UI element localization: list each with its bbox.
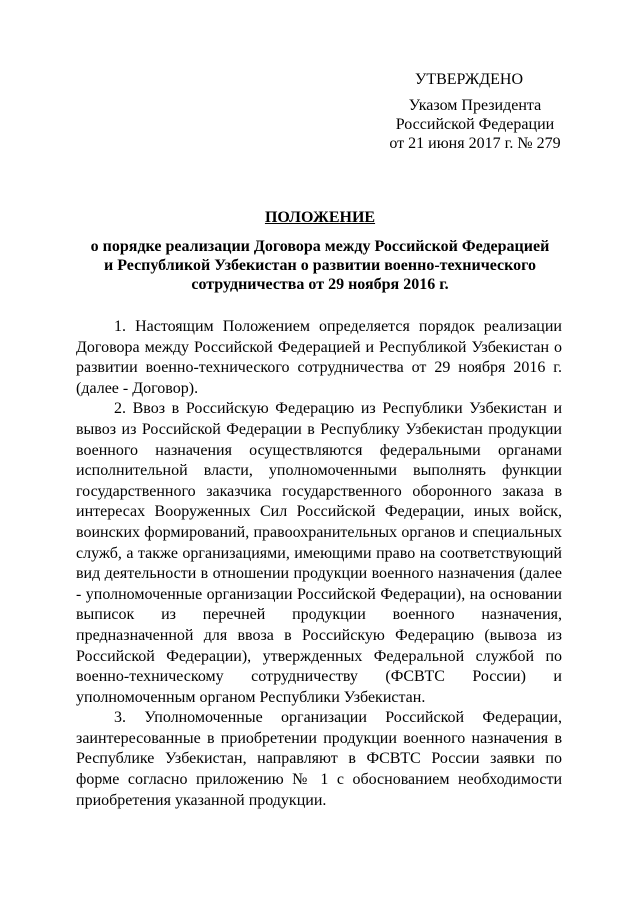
approval-country: Российской Федерации (395, 116, 555, 133)
approval-authority: Указом Президента (408, 97, 542, 114)
document-body (76, 317, 562, 811)
approval-stamp (370, 70, 580, 153)
document-subtitle-line: и Республикой Узбекистан о развитии военно-технического (103, 257, 537, 274)
paragraph-2: 2. Ввоз в Российскую Федерацию из Республики Узбекистан и вывоз из Российской Федерации в Республику Узбекистан продукции военного назначения осуществляются федеральными органами исполнительной власти, уполномоченными выполнять функции государственного заказчика государственного оборонного заказа в интересах Вооруженных Сил Российской Федерации, иных войск, воинских формирований, правоохранительных органов и специальных служб, а также организациями, имеющими право на соответствующий вид деятельности в отношении продукции военного назначения (далее - уполномоченные организации Российской Федерации), на основании выписок из перечней продукции военного назначения, предназначенной для ввоза в Российскую Федерацию (вывоза из Российской Федерации), утвержденных Федеральной службой по военно-техническому сотрудничеству (ФСВТС России) и уполномоченным органом Республики Узбекистан. (76, 400, 562, 706)
document-subtitle-line: о порядке реализации Договора между Российской Федерацией (90, 238, 550, 255)
document-title-block (40, 208, 600, 294)
approval-heading: УТВЕРЖДЕНО (414, 71, 523, 88)
paragraph-1: 1. Настоящим Положением определяется порядок реализации Договора между Российской Федерацией и Республикой Узбекистан о развитии военно-технического сотрудничества от 29 ноября 2016 г. (далее - Договор). (76, 318, 562, 397)
approval-date-number: от 21 июня 2017 г. № 279 (389, 135, 561, 152)
paragraph-3: 3. Уполномоченные организации Российской Федерации, заинтересованные в приобретении продукции военного назначения в Республике Узбекистан, направляют в ФСВТС России заявки по форме согласно приложению № 1 с обоснованием необходимости приобретения указанной продукции. (76, 709, 562, 809)
document-subtitle-line: сотрудничества от 29 ноября 2016 г. (191, 276, 449, 293)
document-type: ПОЛОЖЕНИЕ (264, 209, 376, 226)
